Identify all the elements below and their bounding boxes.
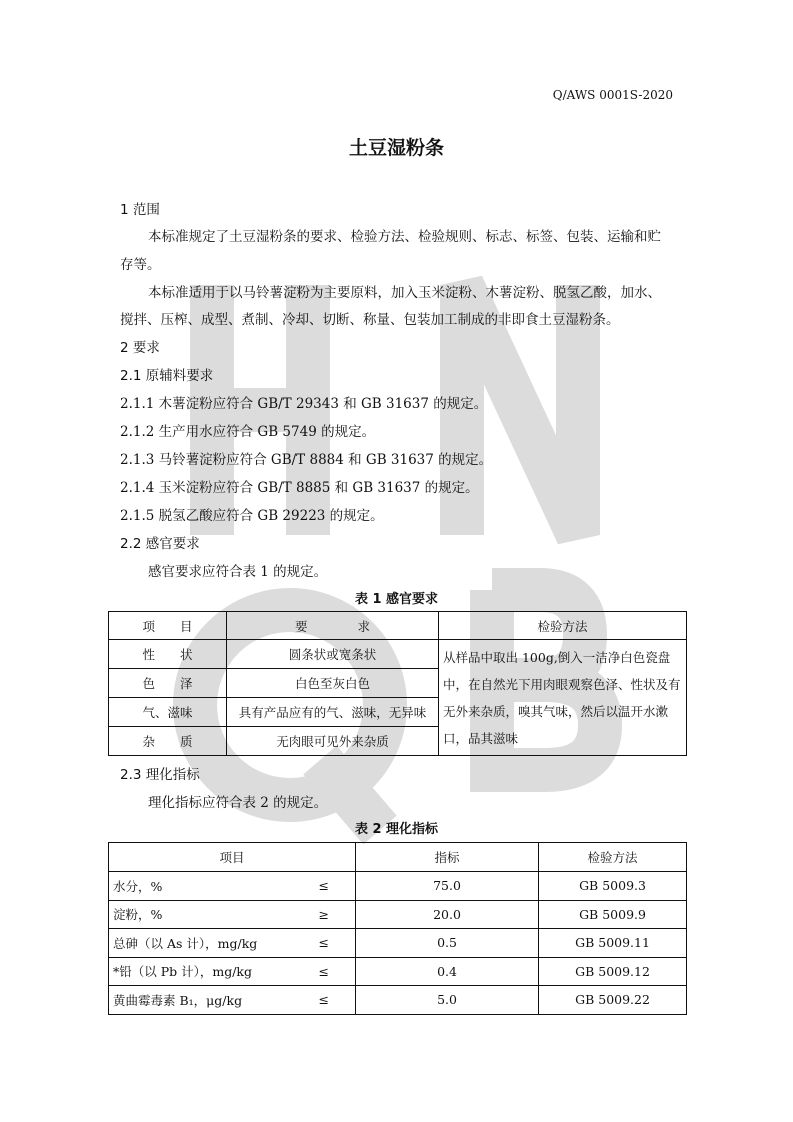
- paragraph-line: 本标准适用于以马铃薯淀粉为主要原料，加入玉米淀粉、木薯淀粉、脱氢乙酸，加水、: [148, 285, 661, 301]
- clause: 2.1.5 脱氢乙酸应符合 GB 29223 的规定。: [120, 508, 384, 524]
- paragraph-line: 本标准规定了土豆湿粉条的要求、检验方法、检验规则、标志、标签、包装、运输和贮: [148, 229, 661, 245]
- header-cell: 项 目: [109, 612, 227, 640]
- table-cell: 圆条状或宽条状: [227, 640, 439, 669]
- value-cell: 5.0: [356, 986, 539, 1015]
- header-cell: 要 求: [227, 612, 439, 640]
- paragraph-line: 理化指标应符合表 2 的规定。: [148, 795, 328, 811]
- table-cell: 白色至灰白色: [227, 669, 439, 698]
- section-heading: 2.1 原辅料要求: [120, 368, 214, 384]
- method-cell: GB 5009.3: [539, 872, 687, 901]
- section-heading: 2.3 理化指标: [120, 767, 200, 783]
- table-row: [109, 929, 687, 958]
- table-row: [109, 900, 687, 929]
- method-cell: GB 5009.9: [539, 900, 687, 929]
- table2-caption: 表 2 理化指标: [354, 822, 439, 837]
- method-cell: GB 5009.11: [539, 929, 687, 958]
- item-cell: *铅（以 Pb 计），mg/kg: [109, 957, 319, 986]
- table-cell: 性 状: [109, 640, 227, 669]
- comparator-cell: ≤: [319, 957, 356, 986]
- item-cell: 黄曲霉毒素 B₁，μg/kg: [109, 986, 319, 1015]
- table-cell: 气、滋味: [109, 698, 227, 727]
- paragraph-line: 感官要求应符合表 1 的规定。: [148, 564, 328, 580]
- table1-caption: 表 1 感官要求: [354, 592, 439, 607]
- table-cell: 色 泽: [109, 669, 227, 698]
- standard-code: Q/AWS 0001S-2020: [552, 88, 673, 102]
- value-cell: 0.4: [356, 957, 539, 986]
- clause: 2.1.1 木薯淀粉应符合 GB/T 29343 和 GB 31637 的规定。: [120, 396, 488, 412]
- section-heading: 2.2 感官要求: [120, 536, 200, 552]
- header-cell: 检验方法: [439, 612, 687, 640]
- method-cell: GB 5009.22: [539, 986, 687, 1015]
- value-cell: 20.0: [356, 900, 539, 929]
- clause: 2.1.2 生产用水应符合 GB 5749 的规定。: [120, 424, 376, 440]
- value-cell: 75.0: [356, 872, 539, 901]
- table-row: [109, 957, 687, 986]
- page-title: 土豆湿粉条: [348, 137, 444, 159]
- comparator-cell: ≤: [319, 872, 356, 901]
- comparator-cell: ≥: [319, 900, 356, 929]
- section-heading: 1 范围: [120, 202, 160, 218]
- header-cell: 检验方法: [539, 843, 687, 872]
- item-cell: 总砷（以 As 计），mg/kg: [109, 929, 319, 958]
- table-cell: 具有产品应有的气、滋味，无异味: [227, 698, 439, 727]
- table-cell: 杂 质: [109, 727, 227, 756]
- value-cell: 0.5: [356, 929, 539, 958]
- comparator-cell: ≤: [319, 986, 356, 1015]
- clause: 2.1.4 玉米淀粉应符合 GB/T 8885 和 GB 31637 的规定。: [120, 480, 479, 496]
- table-cell: 无肉眼可见外来杂质: [227, 727, 439, 756]
- table-row: [109, 872, 687, 901]
- header-cell: 指标: [356, 843, 539, 872]
- physicochemical-table: [108, 842, 687, 1015]
- item-cell: 水分，%: [109, 872, 319, 901]
- sensory-table: [108, 611, 687, 756]
- method-cell: 从样品中取出 100g,倒入一洁净白色瓷盘中，在自然光下用肉眼观察色泽、性状及有无外来杂质，嗅其气味，然后以温开水漱口，品其滋味: [439, 640, 687, 756]
- method-cell: GB 5009.12: [539, 957, 687, 986]
- table-row: [109, 986, 687, 1015]
- clause: 2.1.3 马铃薯淀粉应符合 GB/T 8884 和 GB 31637 的规定。: [120, 452, 493, 468]
- paragraph-line: 存等。: [120, 257, 161, 273]
- section-heading: 2 要求: [120, 340, 160, 356]
- header-cell: 项目: [109, 843, 356, 872]
- comparator-cell: ≤: [319, 929, 356, 958]
- paragraph-line: 搅拌、压榨、成型、煮制、冷却、切断、称量、包装加工制成的非即食土豆湿粉条。: [120, 312, 620, 328]
- item-cell: 淀粉，%: [109, 900, 319, 929]
